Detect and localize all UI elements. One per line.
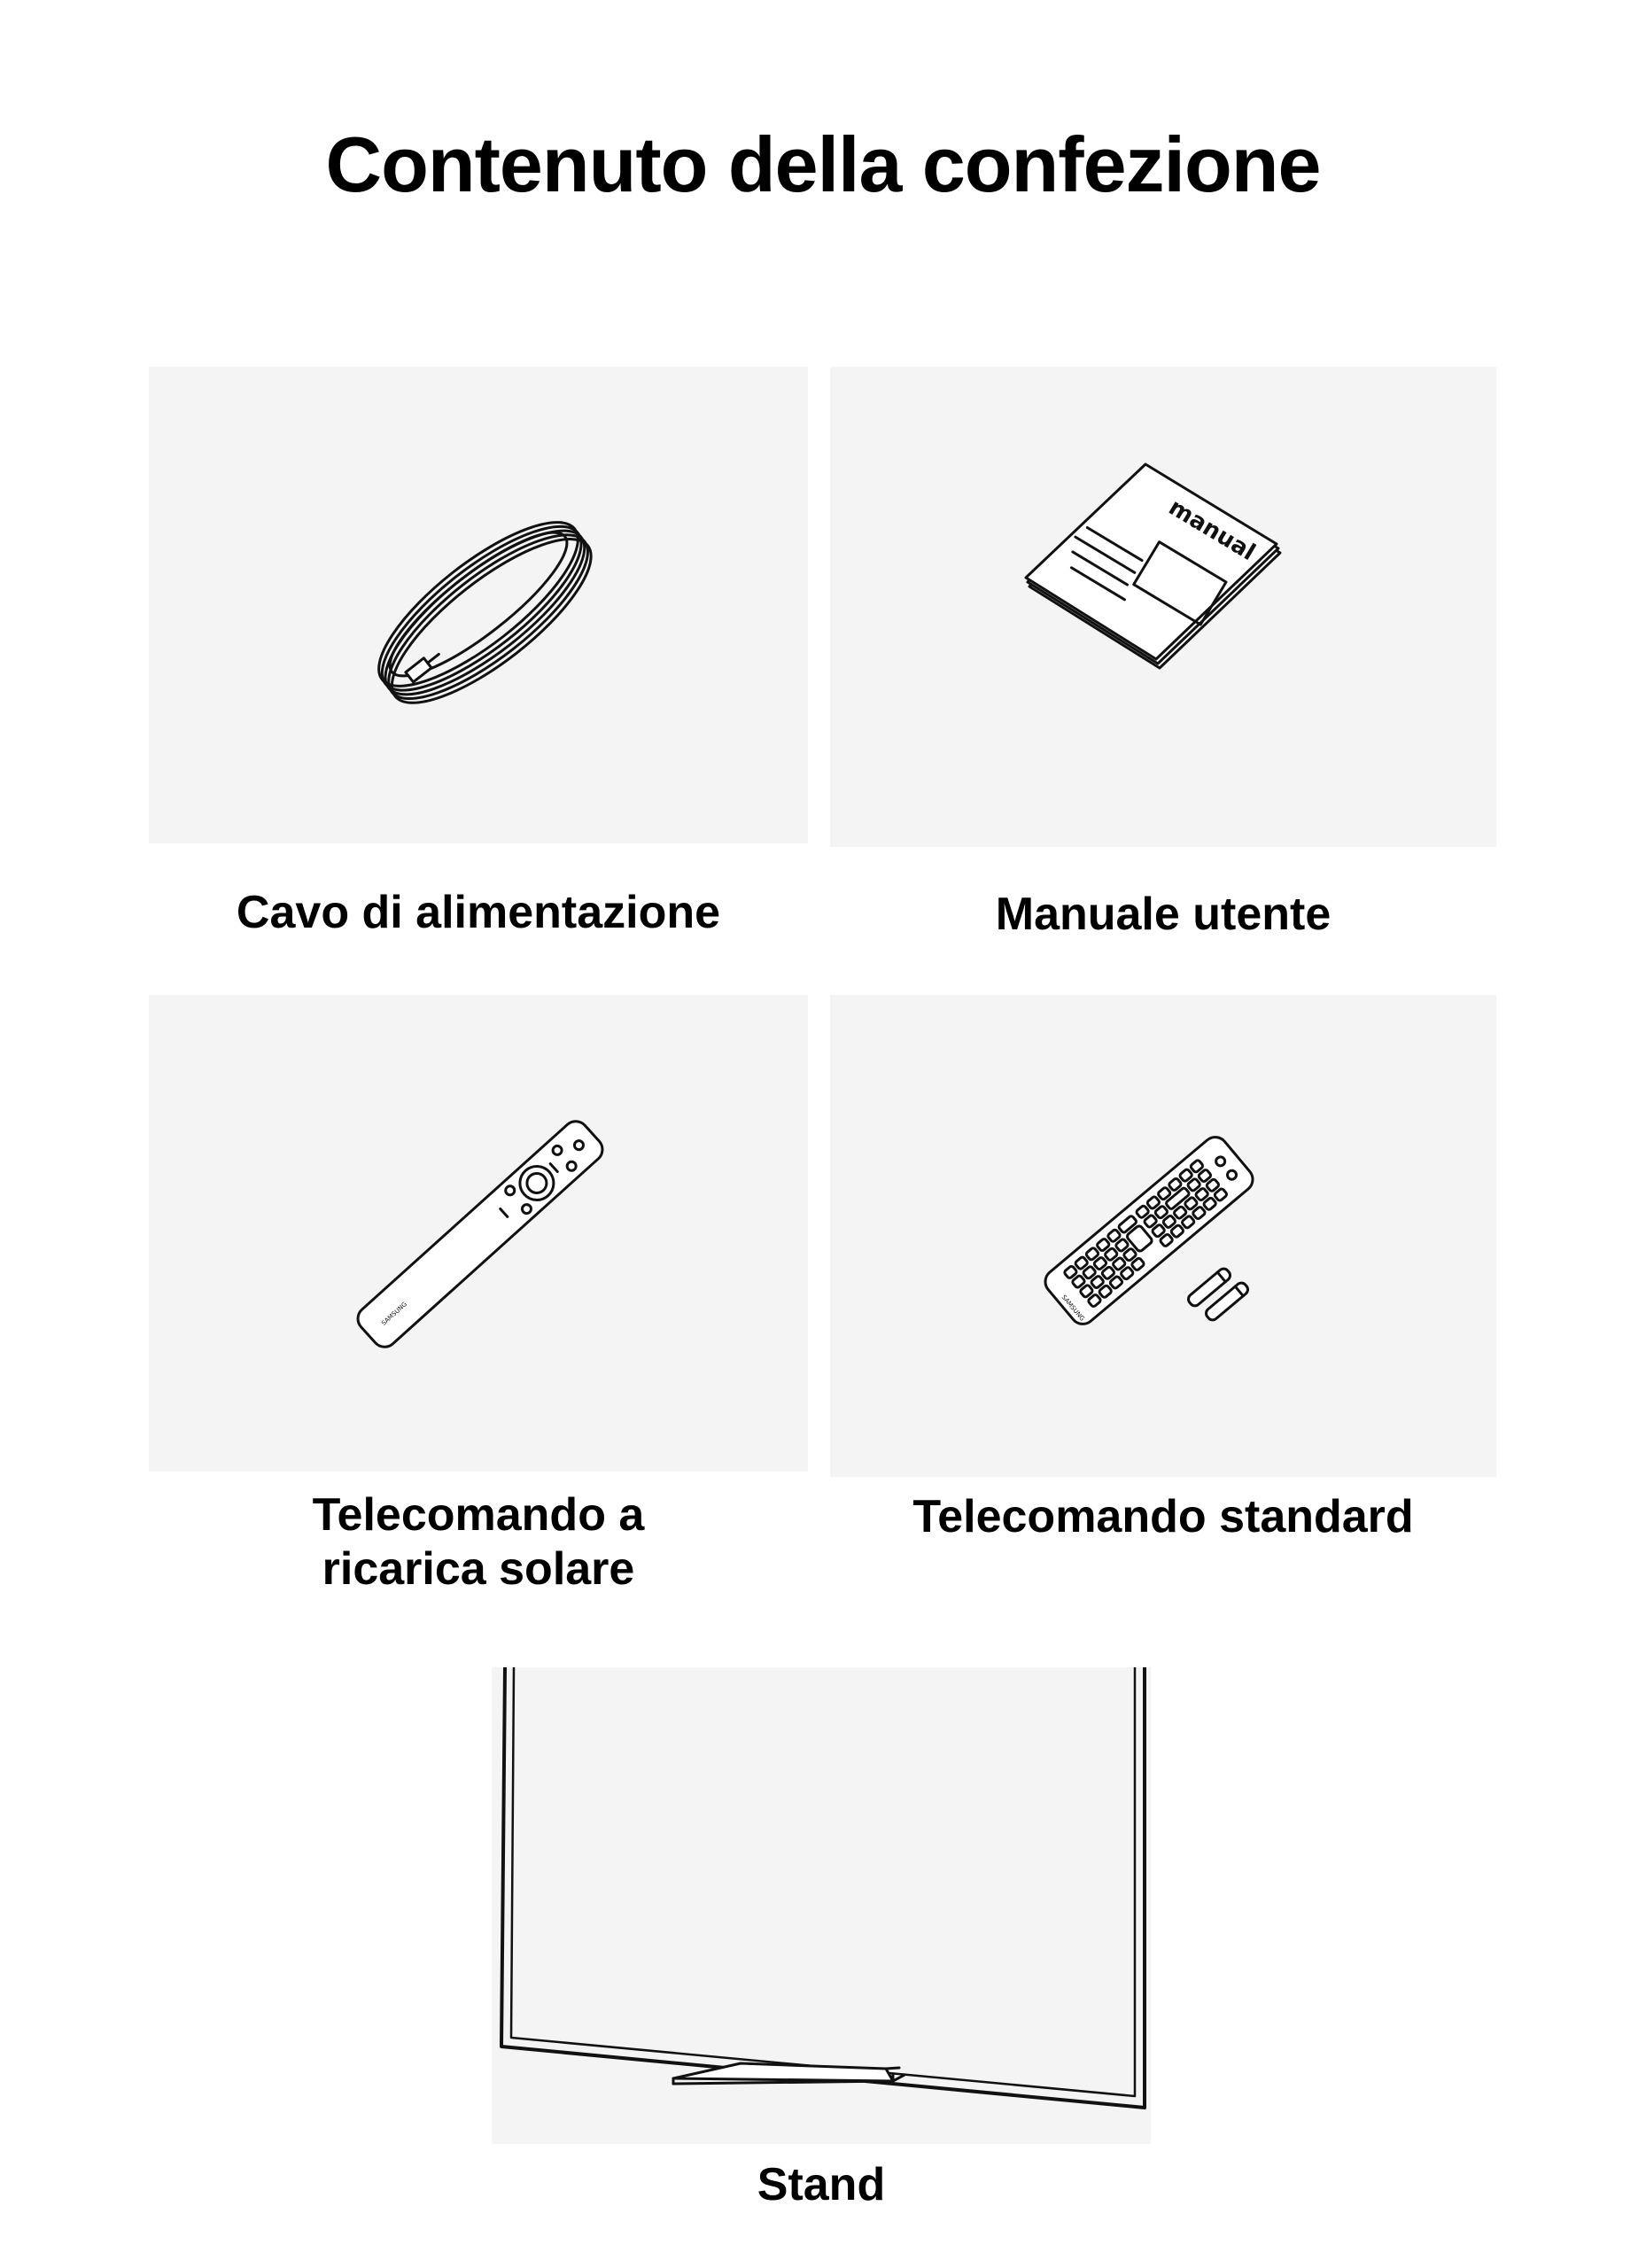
solar-remote-brand: SAMSUNG	[380, 1301, 409, 1327]
solar-remote-caption: Telecomando a ricarica solare	[312, 1489, 645, 1595]
tv-stand-icon	[492, 1667, 1151, 2144]
page-title: Contenuto della confezione	[325, 120, 1321, 208]
standard-remote-caption: Telecomando standard	[912, 1491, 1414, 1542]
power-cable-tile	[149, 367, 808, 843]
standard-remote-tile	[830, 995, 1496, 1477]
standard-remote-brand: SAMSUNG	[1060, 1293, 1086, 1323]
user-manual-tile	[830, 367, 1496, 847]
standard-remote-icon	[830, 995, 1496, 1477]
batteries-icon	[1186, 1267, 1250, 1323]
user-manual-caption: Manuale utente	[995, 889, 1332, 940]
power-cable-caption: Cavo di alimentazione	[236, 887, 721, 938]
solar-remote-tile	[149, 995, 808, 1472]
power-cable-icon	[149, 367, 808, 843]
tv-stand-tile	[492, 1667, 1151, 2144]
user-manual-icon	[830, 367, 1496, 847]
manual-cover-text: manual	[1163, 493, 1261, 567]
tv-stand-caption: Stand	[757, 2159, 886, 2210]
solar-remote-icon	[149, 995, 808, 1472]
